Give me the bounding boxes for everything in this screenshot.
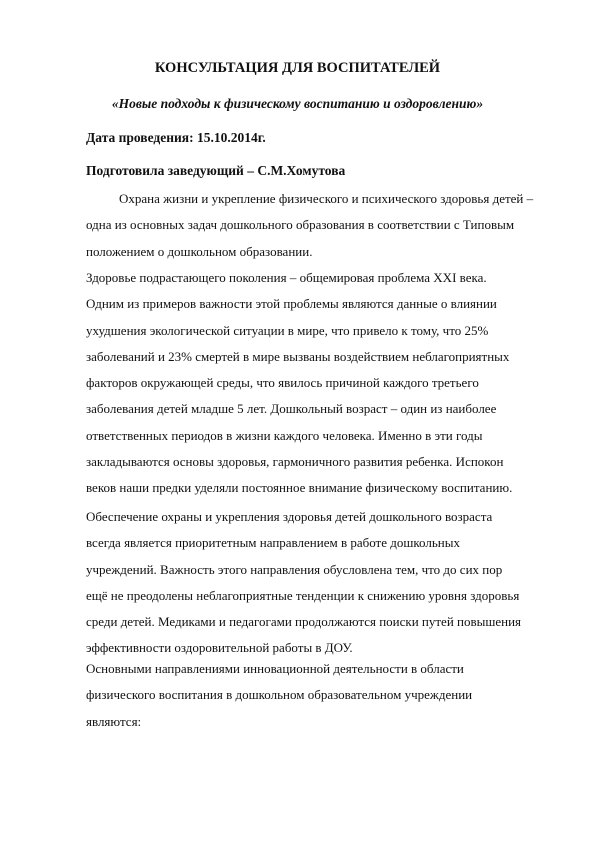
paragraph-line: веков наши предки уделяли постоянное внимание физическому воспитанию.	[86, 480, 513, 496]
paragraph-line: ещё не преодолены неблагоприятные тенденции к снижению уровня здоровья	[86, 587, 520, 603]
paragraph-line: ухудшения экологической ситуации в мире, что привело к тому, что 25%	[86, 322, 489, 338]
paragraph-3	[86, 504, 546, 662]
paragraph-line: заболевания детей младше 5 лет. Дошкольный возраст – один из наиболее	[86, 401, 497, 417]
paragraph-line: положением о дошкольном образовании.	[86, 243, 313, 259]
document-title: КОНСУЛЬТАЦИЯ ДЛЯ ВОСПИТАТЕЛЕЙ	[154, 60, 441, 76]
paragraph-line: Одним из примеров важности этой проблемы являются данные о влиянии	[86, 296, 497, 312]
paragraph-line: закладываются основы здоровья, гармоничного развития ребенка. Испокон	[86, 454, 504, 470]
paragraph-line: одна из основных задач дошкольного образования в соответствии с Типовым	[86, 217, 515, 233]
paragraph-line: Обеспечение охраны и укрепления здоровья детей дошкольного возраста	[86, 509, 493, 524]
paragraph-line: учреждений. Важность этого направления обусловлена тем, что до сих пор	[86, 561, 503, 577]
paragraph-line: Здоровье подрастающего поколения – общемировая проблема XXI века.	[86, 270, 487, 285]
paragraph-line: заболеваний и 23% смертей в мире вызваны воздействием неблагоприятных	[86, 348, 510, 364]
paragraph-4	[86, 656, 546, 735]
paragraph-line: факторов окружающей среды, что явилось причиной каждого третьего	[86, 375, 479, 391]
document-subtitle: «Новые подходы к физическому воспитанию и оздоровлению»	[111, 96, 484, 111]
paragraph-line: являются:	[86, 713, 142, 729]
paragraph-line: Охрана жизни и укрепление физического и психического здоровья детей –	[119, 191, 534, 206]
author-line: Подготовила заведующий – С.М.Хомутова	[86, 163, 346, 178]
paragraph-2	[86, 265, 546, 502]
paragraph-line: всегда является приоритетным направлением в работе дошкольных	[86, 535, 460, 551]
paragraph-line: среди детей. Медиками и педагогами продолжаются поиски путей повышения	[86, 614, 522, 630]
paragraph-line: ответственных периодов в жизни каждого человека. Именно в эти годы	[86, 427, 483, 443]
paragraph-line: эффективности оздоровительной работы в ДОУ.	[86, 640, 353, 656]
paragraph-line: физического воспитания в дошкольном образовательном учреждении	[86, 687, 473, 703]
consultation-date: Дата проведения: 15.10.2014г.	[86, 130, 266, 145]
paragraph-1	[86, 186, 546, 265]
paragraph-line: Основными направлениями инновационной деятельности в области	[86, 661, 464, 676]
